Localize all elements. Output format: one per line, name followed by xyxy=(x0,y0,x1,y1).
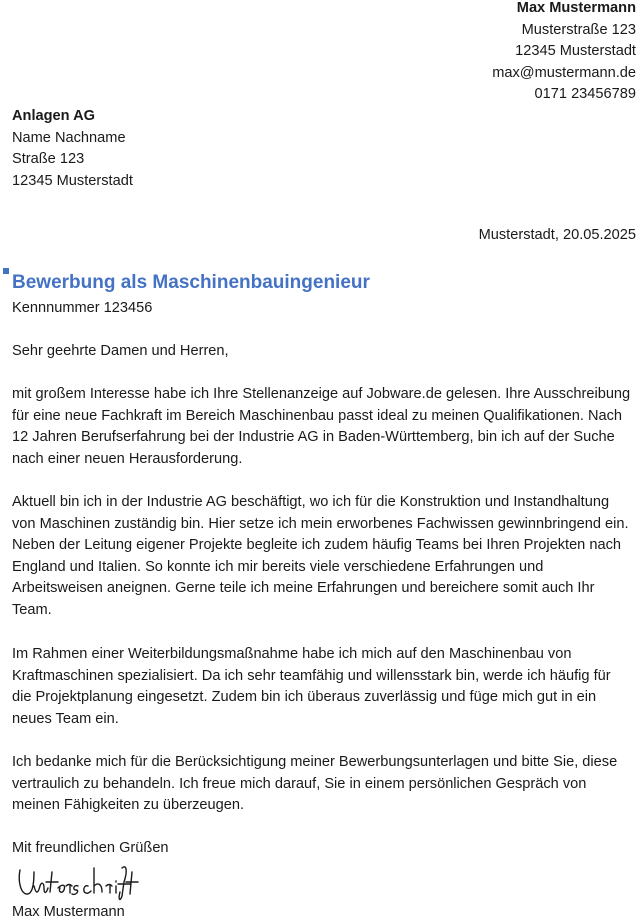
recipient-street: Straße 123 xyxy=(12,151,85,167)
recipient-address xyxy=(12,106,133,192)
body-paragraph: mit großem Interesse habe ich Ihre Stellenanzeige auf Jobware.de gelesen. Ihre Ausschreibung für eine neue Fachkraft im Bereich Maschinenbau passt ideal zu meinen Qualifikationen. Nach 12 Jahren Berufserfahrung bei der Industrie AG in Baden-Württemberg, bin ich auf der Suche nach einer neuen Herausforderung. xyxy=(12,386,631,467)
handwritten-signature xyxy=(14,862,140,904)
recipient-city: 12345 Musterstadt xyxy=(12,172,133,189)
recipient-contact: Name Nachname xyxy=(12,129,126,146)
sender-address xyxy=(492,0,636,106)
body-paragraph: Im Rahmen einer Weiterbildungsmaßnahme habe ich mich auf den Maschinenbau von Kraftmaschinen spezialisiert. Da ich sehr teamfähig und willensstark bin, werde ich häufig für die Projektplanung eingesetzt. Zudem bin ich überaus zuverlässig und füge mich gut in ein neues Team ein. xyxy=(12,646,611,727)
sender-name: Max Mustermann xyxy=(516,0,636,16)
body-paragraph: Ich bedanke mich für die Berücksichtigung meiner Bewerbungsunterlagen und bitte Sie, diese vertraulich zu behandeln. Ich freue mich darauf, Sie in einem persönlichen Gespräch von meinen Fähigkeiten zu überzeugen. xyxy=(12,754,618,813)
letter-date: Musterstadt, 20.05.2025 xyxy=(478,227,636,243)
sender-street: Musterstraße 123 xyxy=(521,21,636,38)
salutation: Sehr geehrte Damen und Herren, xyxy=(12,343,229,359)
letter-subject: Bewerbung als Maschinenbauingenieur xyxy=(12,272,370,293)
heading-marker xyxy=(3,268,9,274)
signer-name: Max Mustermann xyxy=(12,904,125,920)
sender-email: max@mustermann.de xyxy=(492,64,636,81)
reference-number: Kennnummer 123456 xyxy=(12,300,153,316)
closing-phrase: Mit freundlichen Grüßen xyxy=(12,840,169,856)
sender-phone: 0171 23456789 xyxy=(534,86,636,102)
recipient-company: Anlagen AG xyxy=(12,108,95,124)
sender-city: 12345 Musterstadt xyxy=(515,43,636,59)
body-paragraph: Aktuell bin ich in der Industrie AG beschäftigt, wo ich für die Konstruktion und Instandhaltung von Maschinen zuständig bin. Hier setze ich mein erworbenes Fachwissen gewinnbringend ein. Neben der Leitung eigener Projekte begleite ich zudem häufig Teams bei Ihren Projekten nach England und Italien. So konnte ich mir bereits viele verschiedene Erfahrungen und Arbeitsweisen aneignen. Gerne teile ich meine Erfahrungen und bereichere somit auch Ihr Team. xyxy=(12,494,629,618)
